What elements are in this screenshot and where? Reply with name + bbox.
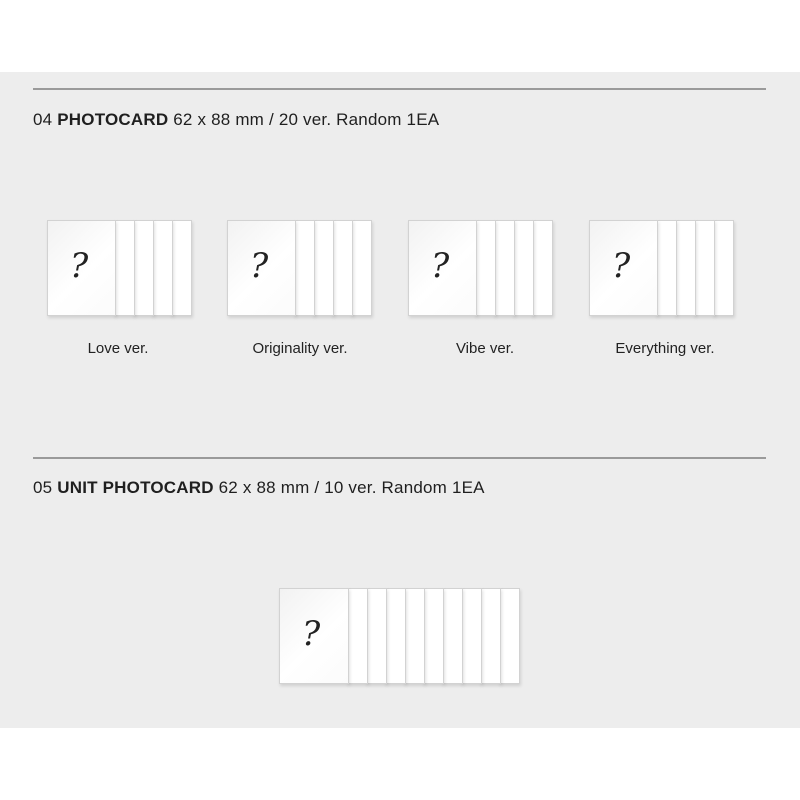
photocard-back (480, 588, 501, 684)
photocard-back (475, 220, 496, 316)
section-divider (33, 457, 766, 459)
photocard-back (332, 220, 353, 316)
photocard-back (675, 220, 696, 316)
photocard-back (114, 220, 135, 316)
mystery-mark: ? (431, 246, 450, 286)
photocard-back (171, 220, 192, 316)
section-heading-unit-photocard (33, 478, 485, 498)
photocard-back (461, 588, 482, 684)
section-heading-photocard (33, 110, 439, 130)
photocard-back (347, 588, 368, 684)
mystery-mark: ? (250, 246, 269, 286)
photocard-front (47, 220, 116, 316)
photocard-back (294, 220, 315, 316)
section-number: 05 (33, 478, 53, 497)
photocard-back (513, 220, 534, 316)
photocard-back (442, 588, 463, 684)
photocard-back (366, 588, 387, 684)
mystery-mark: ? (612, 246, 631, 286)
photocard-back (694, 220, 715, 316)
photocard-back (385, 588, 406, 684)
section-spec: 62 x 88 mm / 10 ver. Random 1EA (218, 478, 485, 497)
mystery-mark: ? (70, 246, 89, 286)
mystery-mark: ? (302, 614, 321, 654)
photocard-front (589, 220, 658, 316)
photocard-back (713, 220, 734, 316)
section-title: UNIT PHOTOCARD (57, 478, 214, 497)
photocard-back (499, 588, 520, 684)
photocard-back (351, 220, 372, 316)
section-number: 04 (33, 110, 53, 129)
section-spec: 62 x 88 mm / 20 ver. Random 1EA (173, 110, 440, 129)
photocard-back (404, 588, 425, 684)
photocard-version-label: Originality ver. (252, 340, 348, 357)
section-divider (33, 88, 766, 90)
photocard-version-label: Everything ver. (615, 340, 715, 357)
photocard-back (656, 220, 677, 316)
photocard-front (279, 588, 349, 684)
photocard-back (494, 220, 515, 316)
photocard-version-label: Love ver. (87, 340, 149, 357)
photocard-front (408, 220, 477, 316)
photocard-back (532, 220, 553, 316)
section-title: PHOTOCARD (57, 110, 169, 129)
photocard-version-label: Vibe ver. (455, 340, 515, 357)
photocard-front (227, 220, 296, 316)
photocard-back (152, 220, 173, 316)
photocard-back (423, 588, 444, 684)
photocard-back (313, 220, 334, 316)
photocard-back (133, 220, 154, 316)
product-info-panel (0, 72, 800, 728)
